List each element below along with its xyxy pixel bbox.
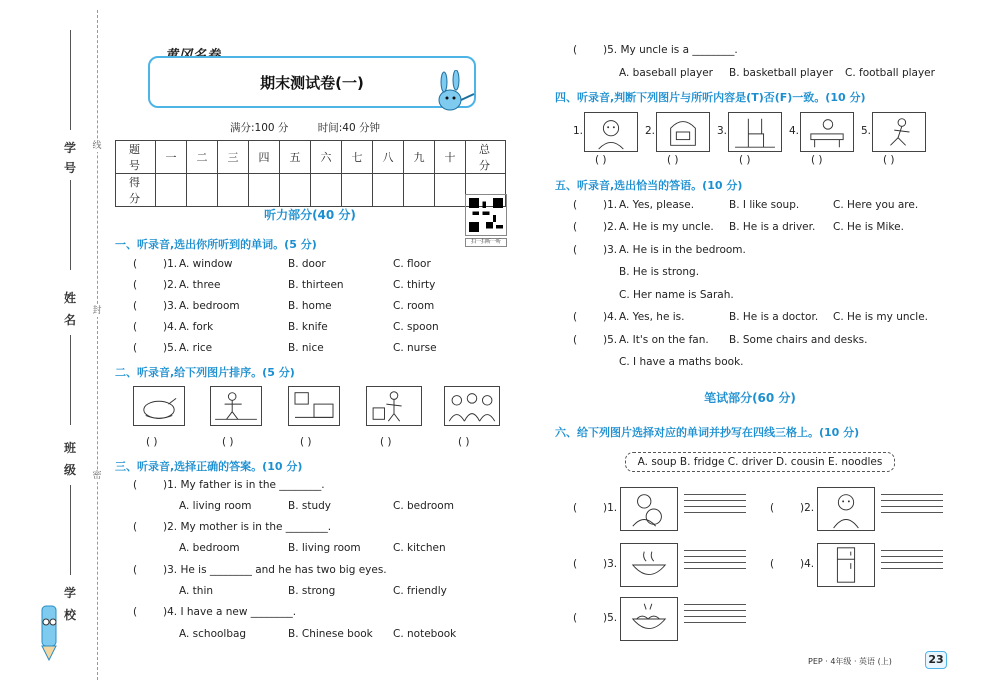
qr-code-icon[interactable] xyxy=(465,194,507,236)
boy-portrait-icon xyxy=(584,112,638,152)
qr-caption: 扫一扫听一听 xyxy=(465,238,507,247)
question-item xyxy=(573,44,953,60)
pic-number: 3. xyxy=(717,125,728,137)
table-cell: 九 xyxy=(404,141,435,174)
question-item xyxy=(133,479,463,495)
farmer-icon xyxy=(210,386,262,426)
score-table xyxy=(115,140,506,207)
writing-lines[interactable] xyxy=(684,550,746,574)
noodles-icon xyxy=(620,597,678,641)
writing-lines[interactable] xyxy=(881,494,943,518)
option-b: B. He is strong. xyxy=(619,266,700,278)
answer-paren[interactable]: ( xyxy=(573,199,578,211)
score-cell[interactable] xyxy=(187,174,218,207)
item-number: )3. xyxy=(163,300,178,312)
section-4-title: 四、听录音,判断下列图片与所听内容是(T)否(F)一致。(10 分) xyxy=(555,91,866,104)
options-row xyxy=(133,628,463,644)
option-b: B. door xyxy=(288,258,326,270)
item-number: )3. xyxy=(603,244,618,256)
option-c: C. Here you are. xyxy=(833,199,919,211)
option-b: B. strong xyxy=(288,585,336,597)
option-a: A. window xyxy=(179,258,233,270)
score-cell[interactable] xyxy=(404,174,435,207)
option-c: C. He is my uncle. xyxy=(833,311,929,323)
tf-blank[interactable]: ( ) xyxy=(595,154,607,166)
option-a: A. three xyxy=(179,279,221,291)
option-a: A. Yes, please. xyxy=(619,199,695,211)
list-item xyxy=(133,279,463,295)
option-b: B. basketball player xyxy=(729,67,834,79)
table-cell: 四 xyxy=(249,141,280,174)
answer-paren[interactable]: ( xyxy=(133,342,138,354)
tf-blank[interactable]: ( ) xyxy=(667,154,679,166)
option-a: A. He is my uncle. xyxy=(619,221,714,233)
option-c: C. Her name is Sarah. xyxy=(619,289,734,301)
pic-number: 2. xyxy=(645,125,656,137)
bind-label: 号 xyxy=(63,161,76,175)
bind-label: 班 xyxy=(63,441,76,455)
item-number: )3. xyxy=(603,558,618,570)
answer-paren[interactable]: ( xyxy=(573,44,578,56)
list-item xyxy=(573,311,953,327)
question-text: )5. My uncle is a ________. xyxy=(603,44,738,56)
item-number: )4. xyxy=(603,311,618,323)
driver-icon xyxy=(620,487,678,531)
list-item xyxy=(573,334,953,350)
list-item xyxy=(133,321,463,337)
option-c: C. notebook xyxy=(393,628,457,640)
item-number: )5. xyxy=(603,334,618,346)
score-cell[interactable] xyxy=(280,174,311,207)
full-score: 满分:100 分 xyxy=(230,122,289,134)
answer-paren[interactable]: ( xyxy=(573,221,578,233)
option-a: A. It's on the fan. xyxy=(619,334,709,346)
tf-blank[interactable]: ( ) xyxy=(883,154,895,166)
chair-icon xyxy=(728,112,782,152)
answer-paren[interactable]: ( xyxy=(133,564,138,576)
answer-paren[interactable]: ( xyxy=(133,300,138,312)
rabbit-mascot-icon xyxy=(428,70,480,114)
page-title: 期末测试卷(一) xyxy=(260,74,364,92)
item-number: )4. xyxy=(163,321,178,333)
writing-lines[interactable] xyxy=(684,604,746,628)
bind-label: 名 xyxy=(63,313,76,327)
score-cell[interactable] xyxy=(373,174,404,207)
option-c: C. I have a maths book. xyxy=(619,356,744,368)
list-item xyxy=(573,244,953,260)
title-frame xyxy=(148,56,476,108)
pic-number: 5. xyxy=(861,125,872,137)
question-text: )4. I have a new ________. xyxy=(163,606,297,618)
bedroom-icon xyxy=(288,386,340,426)
footer-text: PEP · 4年级 · 英语 (上) xyxy=(808,657,892,666)
score-cell[interactable] xyxy=(311,174,342,207)
roast-chicken-icon xyxy=(133,386,185,426)
option-a: A. baseball player xyxy=(619,67,713,79)
fridge-icon xyxy=(817,543,875,587)
table-cell: 十 xyxy=(435,141,466,174)
answer-paren[interactable]: ( xyxy=(573,311,578,323)
item-number: )1. xyxy=(603,502,618,514)
section-5-title: 五、听录音,选出恰当的答语。(10 分) xyxy=(555,179,743,192)
answer-paren[interactable]: ( xyxy=(770,502,775,514)
score-cell[interactable] xyxy=(249,174,280,207)
option-c: C. He is Mike. xyxy=(833,221,904,233)
table-cell: 七 xyxy=(342,141,373,174)
order-blank[interactable]: ( ) xyxy=(300,436,312,448)
name-line xyxy=(70,335,71,425)
option-c: C. floor xyxy=(393,258,431,270)
option-a: A. schoolbag xyxy=(179,628,247,640)
running-kid-icon xyxy=(872,112,926,152)
binding-strip xyxy=(0,0,110,693)
table-row xyxy=(116,141,506,174)
option-c: C. room xyxy=(393,300,435,312)
options-row xyxy=(133,585,463,601)
soup-icon xyxy=(620,543,678,587)
exam-time: 时间:40 分钟 xyxy=(317,122,381,134)
option-a: A. Yes, he is. xyxy=(619,311,685,323)
option-b: B. Chinese book xyxy=(288,628,373,640)
list-item xyxy=(133,342,463,358)
option-a: A. rice xyxy=(179,342,213,354)
table-cell: 总 分 xyxy=(466,141,506,174)
option-a: A. bedroom xyxy=(179,542,240,554)
option-b: B. home xyxy=(288,300,332,312)
score-cell[interactable] xyxy=(342,174,373,207)
item-number: )1. xyxy=(603,199,618,211)
page-number: 23 xyxy=(925,651,947,669)
option-b: B. study xyxy=(288,500,331,512)
table-row xyxy=(116,174,506,207)
tf-blank[interactable]: ( ) xyxy=(811,154,823,166)
options-row xyxy=(133,542,463,558)
options-row xyxy=(133,500,463,516)
table-cell: 五 xyxy=(280,141,311,174)
options-row xyxy=(573,67,953,83)
schoolbag-icon xyxy=(656,112,710,152)
answer-paren[interactable]: ( xyxy=(573,558,578,570)
list-item xyxy=(573,199,953,215)
item-number: )2. xyxy=(603,221,618,233)
option-a: A. living room xyxy=(179,500,252,512)
option-c: C. nurse xyxy=(393,342,437,354)
option-a: A. thin xyxy=(179,585,214,597)
table-cell: 一 xyxy=(156,141,187,174)
option-b: B. nice xyxy=(288,342,324,354)
score-cell[interactable] xyxy=(156,174,187,207)
option-a: A. bedroom xyxy=(179,300,240,312)
section-1-title: 一、听录音,选出你所听到的单词。(5 分) xyxy=(115,238,317,251)
option-c: C. thirty xyxy=(393,279,436,291)
option-b: B. He is a doctor. xyxy=(729,311,819,323)
item-number: )5. xyxy=(603,612,618,624)
list-item xyxy=(133,258,463,274)
option-b: B. living room xyxy=(288,542,361,554)
option-c: C. kitchen xyxy=(393,542,446,554)
option-c: C. bedroom xyxy=(393,500,454,512)
answer-paren[interactable]: ( xyxy=(133,606,138,618)
answer-paren[interactable]: ( xyxy=(770,558,775,570)
table-cell: 题 号 xyxy=(116,141,156,174)
student-id-line xyxy=(70,30,71,130)
list-item xyxy=(573,266,953,282)
pencil-mascot-icon xyxy=(34,602,64,662)
option-b: B. He is a driver. xyxy=(729,221,816,233)
answer-paren[interactable]: ( xyxy=(133,479,138,491)
section-2-title: 二、听录音,给下列图片排序。(5 分) xyxy=(115,366,295,379)
item-number: )4. xyxy=(800,558,815,570)
bind-label: 校 xyxy=(63,608,76,622)
option-b: B. knife xyxy=(288,321,328,333)
exam-info xyxy=(230,120,406,135)
cousin-icon xyxy=(817,487,875,531)
option-c: C. spoon xyxy=(393,321,439,333)
option-c: C. friendly xyxy=(393,585,447,597)
class-line xyxy=(70,485,71,575)
question-item xyxy=(133,606,463,622)
option-b: B. Some chairs and desks. xyxy=(729,334,868,346)
bind-mark: 封 xyxy=(90,305,104,317)
answer-paren[interactable]: ( xyxy=(133,279,138,291)
question-item xyxy=(133,564,463,580)
listening-part-title: 听力部分(40 分) xyxy=(264,208,356,222)
writing-lines[interactable] xyxy=(684,494,746,518)
option-a: A. He is in the bedroom. xyxy=(619,244,746,256)
writing-lines[interactable] xyxy=(881,550,943,574)
bind-label: 姓 xyxy=(63,291,76,305)
student-id-line xyxy=(70,180,71,270)
bind-mark: 密 xyxy=(90,470,104,482)
bind-label: 学 xyxy=(63,141,76,155)
family-icon xyxy=(444,386,500,426)
answer-paren[interactable]: ( xyxy=(573,612,578,624)
option-b: B. thirteen xyxy=(288,279,344,291)
question-text: )1. My father is in the ________. xyxy=(163,479,325,491)
question-text: )2. My mother is in the ________. xyxy=(163,521,332,533)
cut-line xyxy=(97,10,98,680)
answer-paren[interactable]: ( xyxy=(133,321,138,333)
writing-part-title: 笔试部分(60 分) xyxy=(704,391,796,405)
table-cell: 八 xyxy=(373,141,404,174)
list-item xyxy=(573,289,953,305)
bind-label: 级 xyxy=(63,463,76,477)
student-at-desk-icon xyxy=(800,112,854,152)
bind-mark: 线 xyxy=(90,140,104,152)
pic-number: 1. xyxy=(573,125,584,137)
list-item xyxy=(573,356,953,372)
answer-paren[interactable]: ( xyxy=(133,258,138,270)
option-a: A. fork xyxy=(179,321,214,333)
order-blank[interactable]: ( ) xyxy=(380,436,392,448)
order-blank[interactable]: ( ) xyxy=(146,436,158,448)
answer-paren[interactable]: ( xyxy=(133,521,138,533)
score-cell[interactable] xyxy=(218,174,249,207)
option-b: B. I like soup. xyxy=(729,199,800,211)
question-text: )3. He is ________ and he has two big eyes. xyxy=(163,564,387,576)
answer-paren[interactable]: ( xyxy=(573,244,578,256)
section-3-title: 三、听录音,选择正确的答案。(10 分) xyxy=(115,460,303,473)
table-cell: 二 xyxy=(187,141,218,174)
question-item xyxy=(133,521,463,537)
order-blank[interactable]: ( ) xyxy=(458,436,470,448)
tf-blank[interactable]: ( ) xyxy=(739,154,751,166)
bind-label: 学 xyxy=(63,586,76,600)
order-blank[interactable]: ( ) xyxy=(222,436,234,448)
section-6-title: 六、给下列图片选择对应的单词并抄写在四线三格上。(10 分) xyxy=(555,426,860,439)
word-bank: A. soup B. fridge C. driver D. cousin E. noodles xyxy=(625,452,895,472)
table-cell: 得 分 xyxy=(116,174,156,207)
item-number: )2. xyxy=(163,279,178,291)
table-cell: 三 xyxy=(218,141,249,174)
answer-paren[interactable]: ( xyxy=(573,334,578,346)
score-cell[interactable] xyxy=(435,174,466,207)
answer-paren[interactable]: ( xyxy=(573,502,578,514)
man-cooking-icon xyxy=(366,386,422,426)
item-number: )1. xyxy=(163,258,178,270)
table-cell: 六 xyxy=(311,141,342,174)
list-item xyxy=(573,221,953,237)
option-c: C. football player xyxy=(845,67,935,79)
item-number: )5. xyxy=(163,342,178,354)
list-item xyxy=(133,300,463,316)
item-number: )2. xyxy=(800,502,815,514)
pic-number: 4. xyxy=(789,125,800,137)
